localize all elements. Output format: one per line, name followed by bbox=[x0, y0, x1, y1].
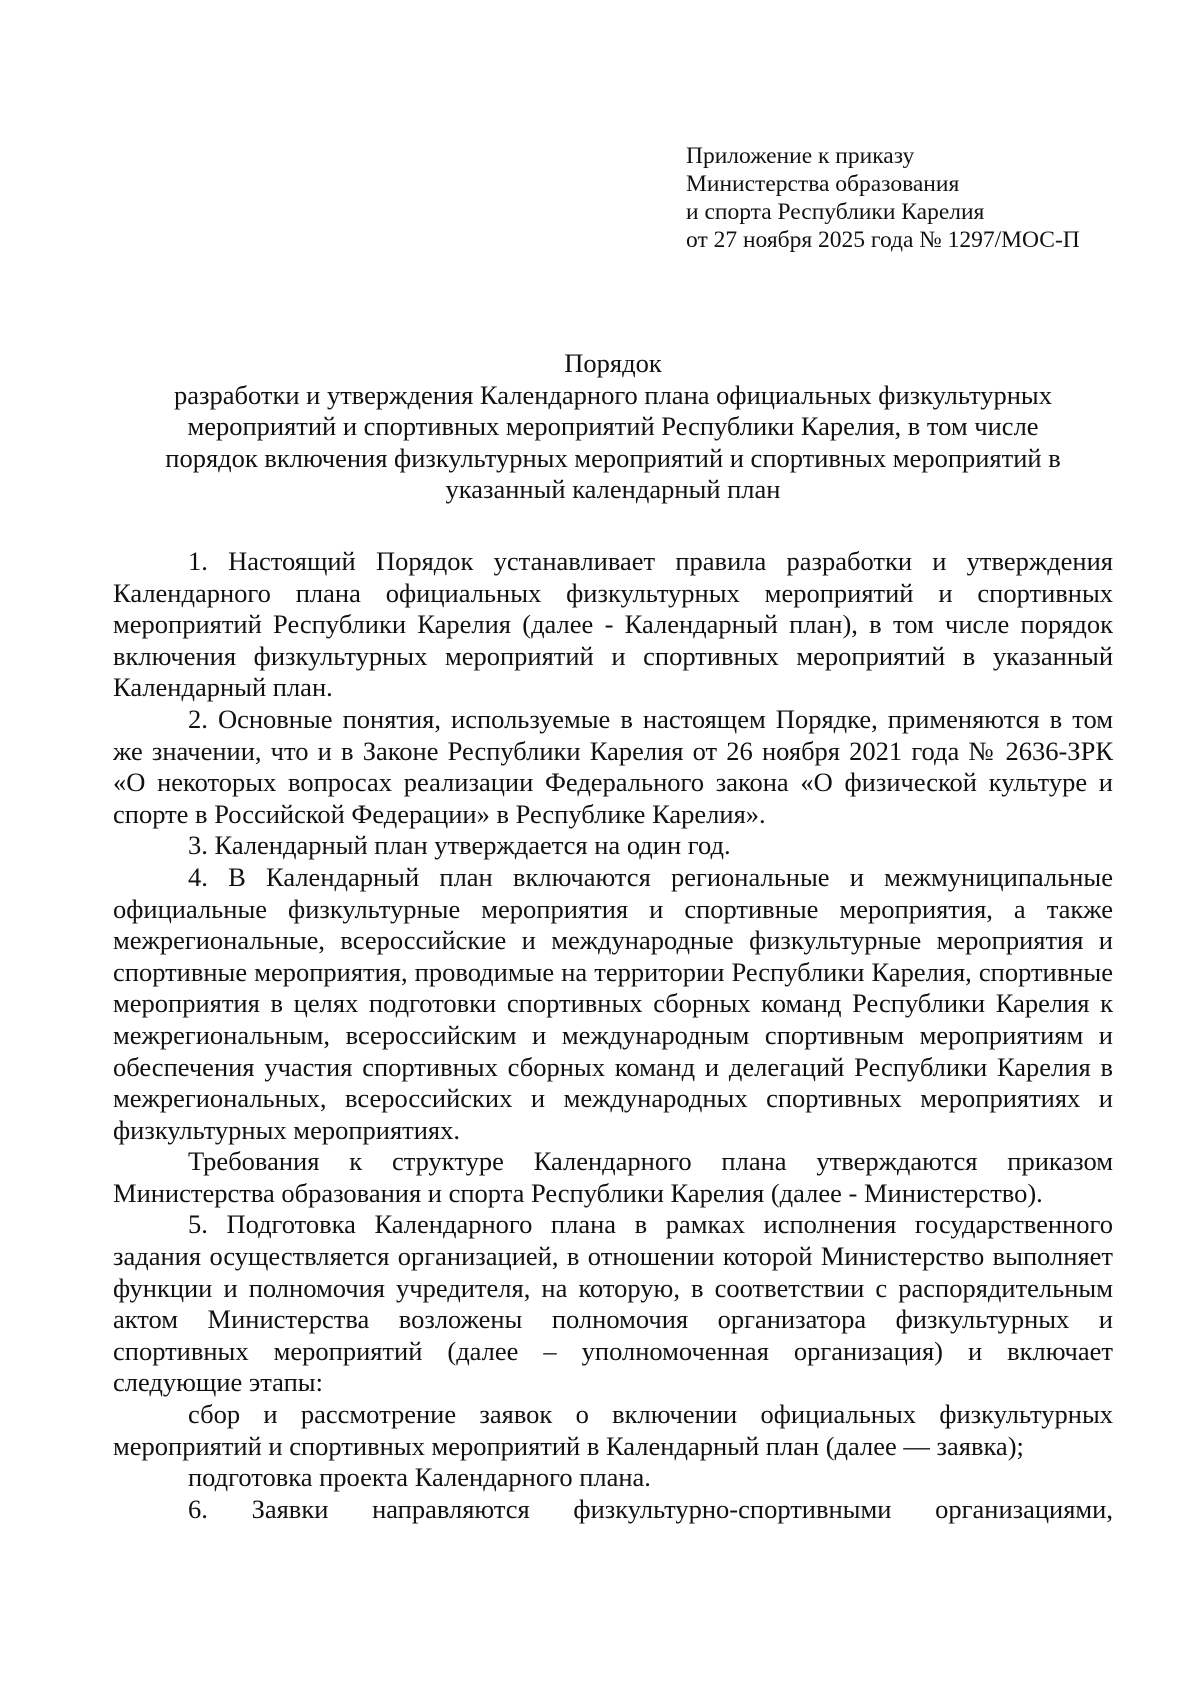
document-title bbox=[113, 348, 1113, 506]
approval-stamp bbox=[686, 142, 1080, 254]
title-line-4: указанный календарный план bbox=[445, 474, 781, 504]
title-line-1: разработки и утверждения Календарного плана официальных физкультурных bbox=[174, 379, 1052, 410]
paragraph-1: 1. Настоящий Порядок устанавливает правила разработки и утверждения Календарного плана официальных физкультурных мероприятий и спортивных мероприятий Республики Карелия (далее - Календарный план), в том числе порядок включения физкультурных мероприятий и спортивных мероприятий в указанный Календарный план. bbox=[113, 546, 1113, 703]
title-line-2: мероприятий и спортивных мероприятий Республики Карелия, в том числе bbox=[187, 411, 1039, 441]
paragraph-3: 3. Календарный план утверждается на один год. bbox=[188, 830, 731, 861]
paragraph-2: 2. Основные понятия, используемые в настоящем Порядке, применяются в том же значении, что и в Законе Республики Карелия от 26 ноября 2021 года № 2636-ЗРК «О некоторых вопросах реализации Федерального закона «О физической культуре и спорте в Российской Федерации» в Республике Карелия». bbox=[113, 703, 1113, 829]
title-heading: Порядок bbox=[564, 348, 662, 378]
document-body bbox=[113, 546, 1113, 1525]
approval-line-4: от 27 ноября 2025 года № 1297/МОС-П bbox=[686, 227, 1080, 253]
paragraph-5-stage-1: сбор и рассмотрение заявок о включении официальных физкультурных мероприятий и спортивных мероприятий в Календарный план (далее — заявка); bbox=[113, 1399, 1113, 1461]
paragraph-6: 6. Заявки направляются физкультурно-спортивными организациями, bbox=[188, 1493, 1113, 1524]
paragraph-5-stage-2: подготовка проекта Календарного плана. bbox=[188, 1462, 651, 1493]
approval-line-3: и спорта Республики Карелия bbox=[686, 199, 985, 225]
paragraph-4-requirements: Требования к структуре Календарного плана утверждаются приказом Министерства образования и спорта Республики Карелия (далее - Министерство). bbox=[113, 1146, 1113, 1208]
paragraph-5: 5. Подготовка Календарного плана в рамках исполнения государственного задания осуществляется организацией, в отношении которой Министерство выполняет функции и полномочия учредителя, на которую, в соответствии с распорядительным актом Министерства возложены полномочия организатора физкультурных и спортивных мероприятий (далее – уполномоченная организация) и включает следующие этапы: bbox=[113, 1209, 1113, 1398]
paragraph-4: 4. В Календарный план включаются региональные и межмуниципальные официальные физкультурные мероприятия и спортивные мероприятия, а также межрегиональные, всероссийские и международные физкультурные мероприятия и спортивные мероприятия, проводимые на территории Республики Карелия, спортивные мероприятия в целях подготовки спортивных сборных команд Республики Карелия к межрегиональным, всероссийским и международным спортивным мероприятиям и обеспечения участия спортивных сборных команд и делегаций Республики Карелия в межрегиональных, всероссийских и международных спортивных мероприятиях и физкультурных мероприятиях. bbox=[113, 861, 1113, 1145]
approval-line-2: Министерства образования bbox=[686, 171, 960, 197]
approval-line-1: Приложение к приказу bbox=[686, 143, 915, 169]
title-line-3: порядок включения физкультурных мероприятий и спортивных мероприятий в bbox=[165, 442, 1061, 473]
